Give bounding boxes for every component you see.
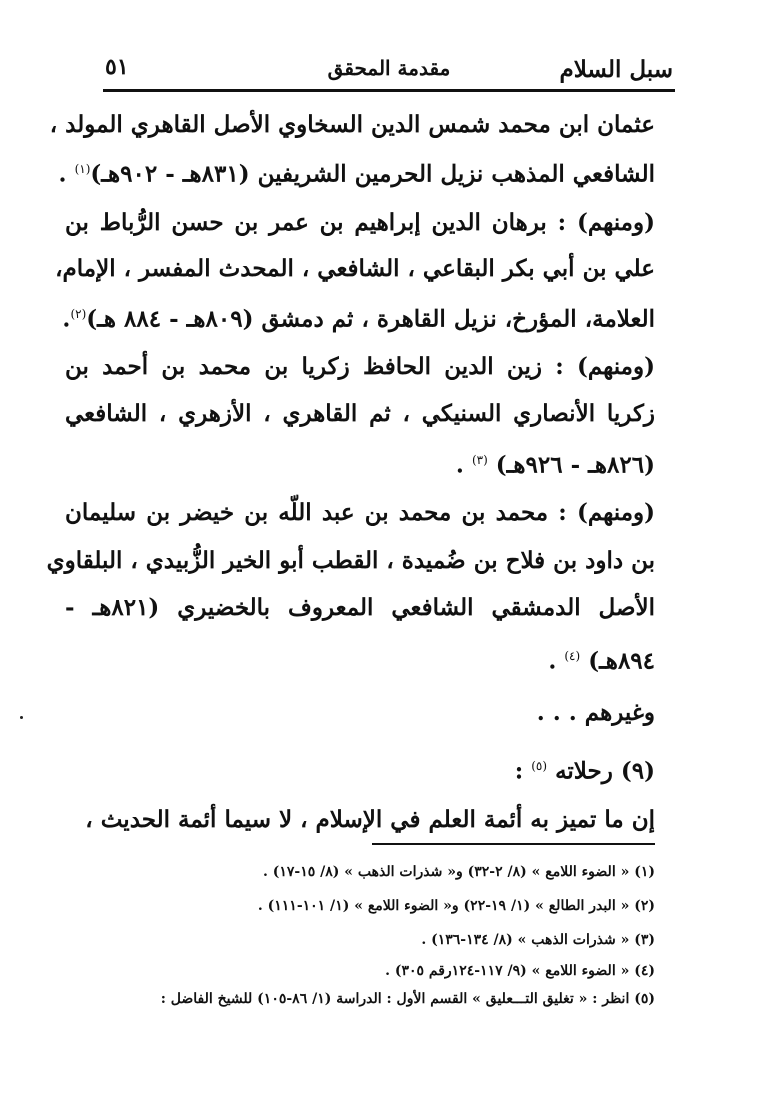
body-line: العلامة، المؤرخ، نزيل القاهرة ، ثم دمشق (٨٠٩هـ - ٨٨٤ هـ)$^{(٢)}$. <box>62 305 655 333</box>
footnote: (٤) « الضوء اللامع » (٩/ ١١٧-١٢٤رقم ٣٠٥) . <box>385 963 655 979</box>
body-line: (ومنهم) : محمد بن محمد بن عبد اللّه بن خيضر بن سليمان <box>65 499 655 526</box>
footnote: (٢) « البدر الطالع » (١/ ١٩-٢٢) و« الضوء اللامع » (١/ ١٠١-١١١) . <box>257 898 655 914</box>
footnote-rule <box>372 843 655 845</box>
footnote-ref: (٥) <box>531 759 548 773</box>
footnote-ref: (٣) <box>471 453 488 467</box>
body-line: (٨٢٦هـ - ٩٢٦هـ) $^{(٣)}$ . <box>455 451 655 479</box>
body-line: الشافعي المذهب نزيل الحرمين الشريفين (٨٣١هـ - ٩٠٢هـ)$^{(١)}$ . <box>58 160 655 188</box>
body-line: علي بن أبي بكر البقاعي ، الشافعي ، المحدث المفسر ، الإمام، <box>55 255 655 282</box>
body-line: (ومنهم) : برهان الدين إبراهيم بن عمر بن حسن الرُّباط بن <box>65 209 655 236</box>
body-line: الأصل الدمشقي الشافعي المعروف بالخضيري (٨٢١هـ - <box>65 594 656 621</box>
body-line: عثمان ابن محمد شمس الدين السخاوي الأصل القاهري المولد ، <box>49 111 655 138</box>
footnote-ref: (٢) <box>70 307 87 321</box>
footnote: (٣) « شذرات الذهب » (٨/ ١٣٤-١٣٦) . <box>421 932 655 948</box>
scan-speck <box>20 716 23 719</box>
footnote-ref: (١) <box>74 162 91 176</box>
body-line: إن ما تميز به أئمة العلم في الإسلام ، لا سيما أئمة الحديث ، <box>85 806 655 833</box>
body-line: زكريا الأنصاري السنيكي ، ثم القاهري ، الأزهري ، الشافعي <box>65 400 655 427</box>
page-number: ٥١ <box>105 54 129 80</box>
body-line: بن داود بن فلاح بن ضُميدة ، القطب أبو الخير الزُّبيدي ، البلقاوي <box>46 547 655 574</box>
footnote-ref: (٤) <box>564 649 581 663</box>
body-line: (ومنهم) : زين الدين الحافظ زكريا بن محمد بن أحمد بن <box>65 353 655 380</box>
body-line: وغيرهم . . . <box>536 699 655 726</box>
body-line: ٨٩٤هـ) $^{(٤)}$ . <box>548 647 655 675</box>
header-rule <box>103 89 675 92</box>
section-heading: (٩) رحلاته $^{(٥)}$ : <box>514 757 655 785</box>
book-title: سبل السلام <box>559 56 673 83</box>
running-header <box>105 50 673 90</box>
footnote: (٥) انظر : « تغليق التـــعليق » القسم الأول : الدراسة (١/ ٨٦-١٠٥) للشيخ الفاضل : <box>160 991 655 1007</box>
section-title: مقدمة المحقق <box>327 56 451 80</box>
footnote: (١) « الضوء اللامع » (٨/ ٢-٣٢) و« شذرات الذهب » (٨/ ١٥-١٧) . <box>262 864 655 880</box>
